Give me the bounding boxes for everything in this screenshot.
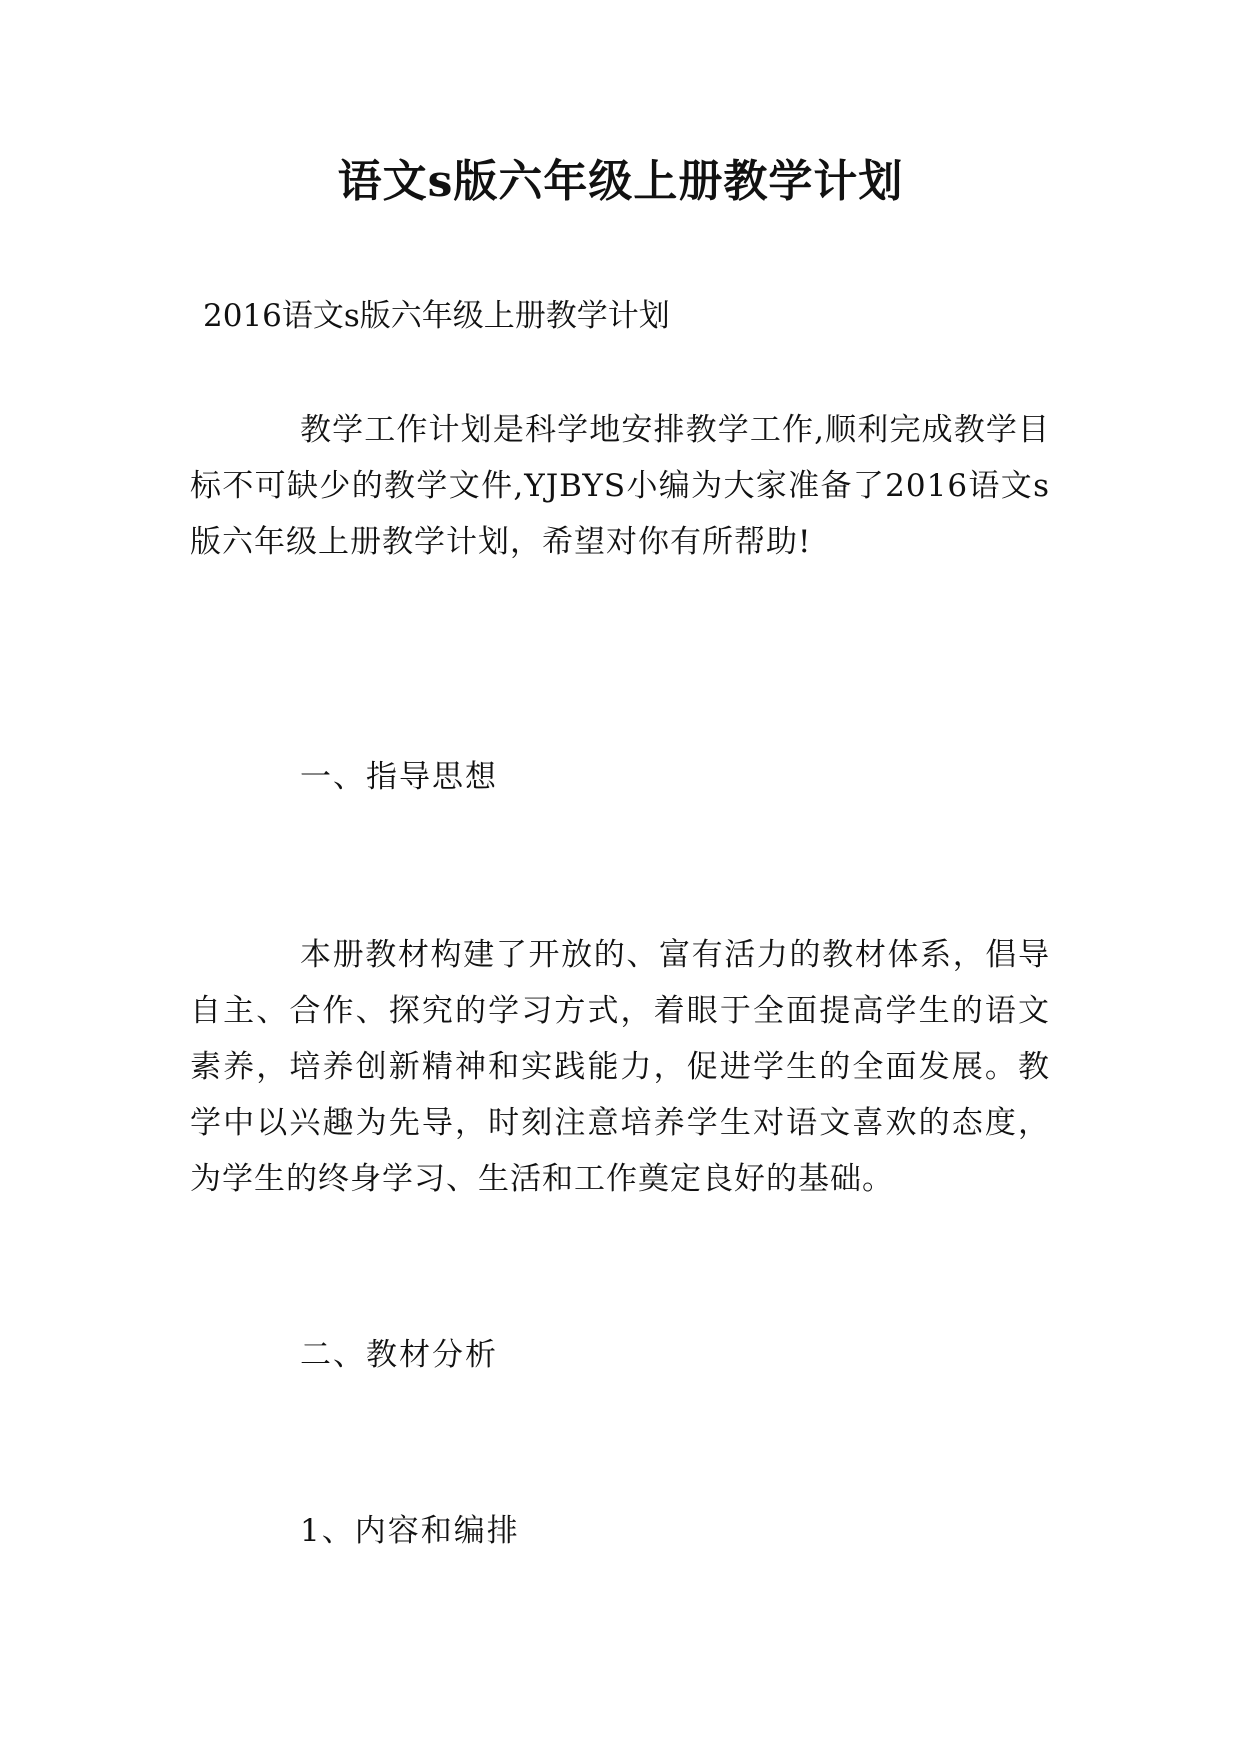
section-heading-guiding-ideology: 一、指导思想 — [300, 759, 498, 795]
document-title: 语文s版六年级上册教学计划 — [337, 156, 904, 207]
guiding-ideology-paragraph: 本册教材构建了开放的、富有活力的教材体系，倡导自主、合作、探究的学习方式，着眼于全面提高学生的语文素养，培养创新精神和实践能力，促进学生的全面发展。教学中以兴趣为先导，时刻注意培养学生对语文喜欢的态度，为学生的终身学习、生活和工作奠定良好的基础。 — [190, 937, 1050, 1197]
subsection-heading-content-arrangement: 1、内容和编排 — [300, 1513, 520, 1549]
document-subtitle: 2016语文s版六年级上册教学计划 — [203, 298, 670, 334]
section-heading-textbook-analysis: 二、教材分析 — [300, 1337, 498, 1373]
intro-paragraph: 教学工作计划是科学地安排教学工作,顺利完成教学目标不可缺少的教学文件,YJBYS小编为大家准备了2016语文s版六年级上册教学计划，希望对你有所帮助! — [190, 412, 1050, 560]
